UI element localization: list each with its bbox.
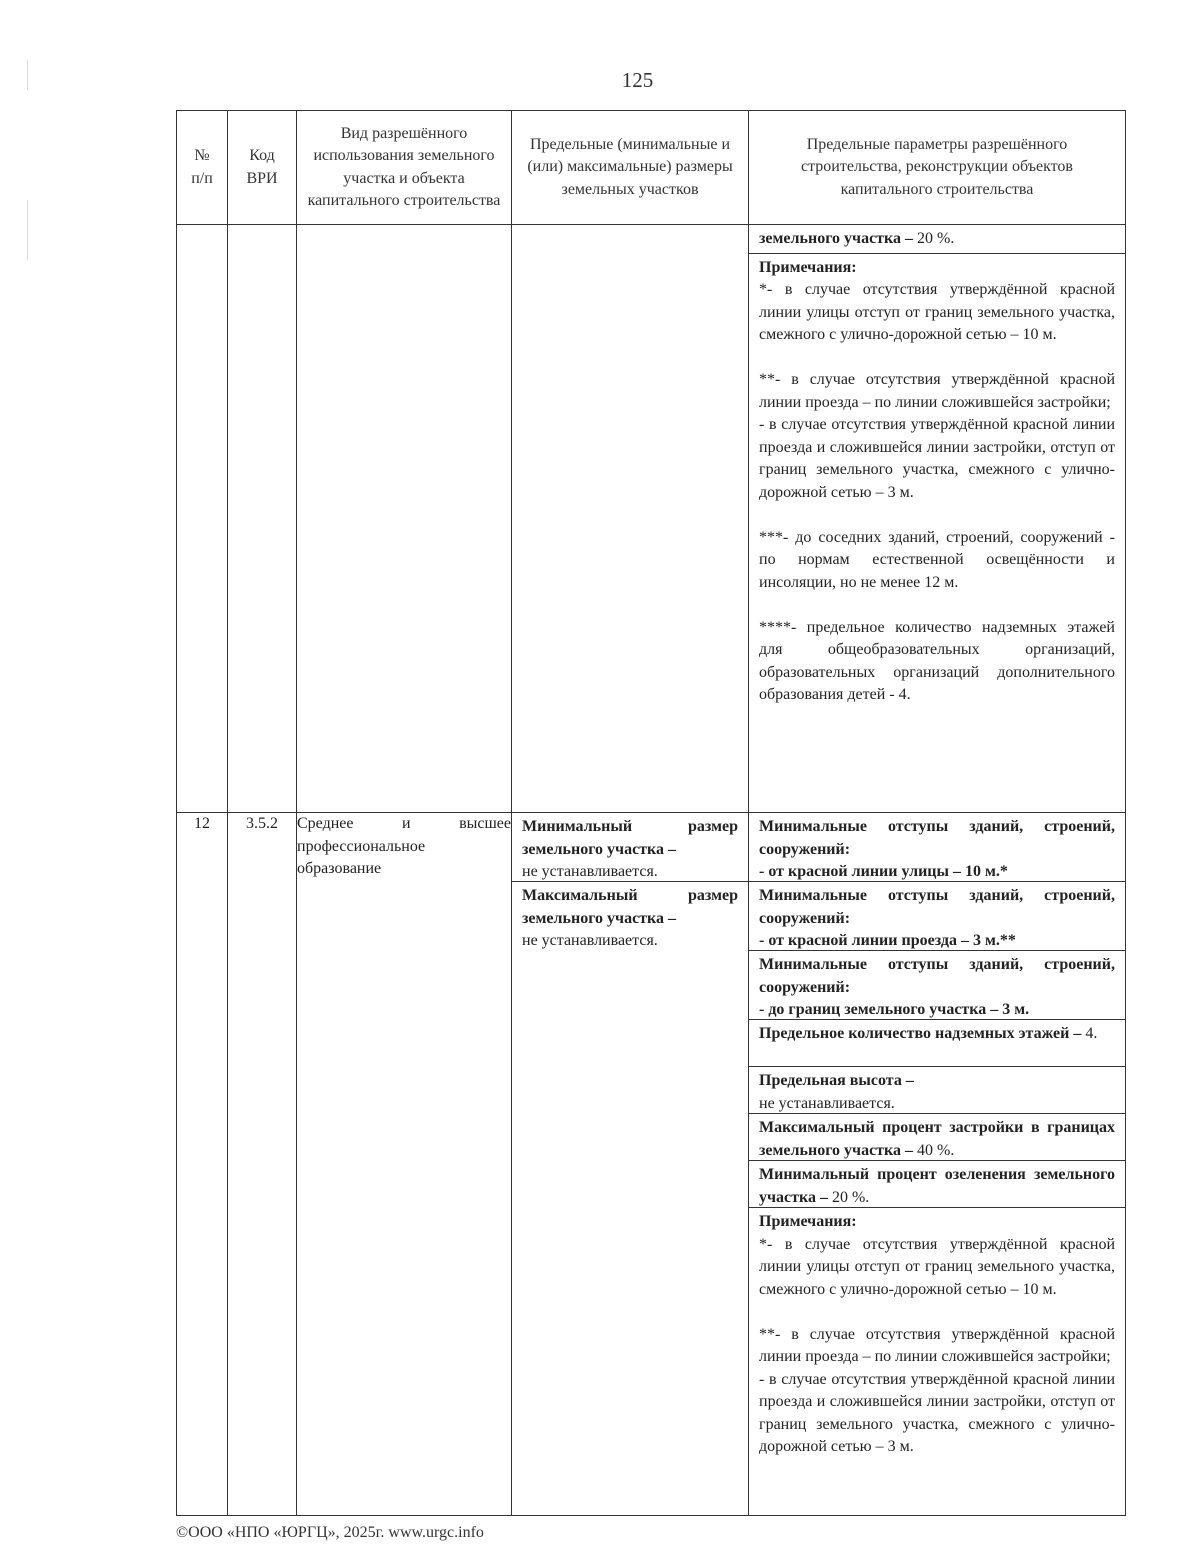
table-header-row bbox=[177, 111, 1126, 225]
scan-margin-mark bbox=[27, 200, 28, 260]
cell-empty bbox=[228, 225, 297, 813]
table-row-continued bbox=[177, 225, 1126, 813]
regulations-table bbox=[176, 110, 1126, 1516]
cell-plot-sizes bbox=[512, 813, 749, 1516]
row-code: 3.5.2 bbox=[228, 813, 297, 1516]
param-greening-tail: земельного участка – 20 %. bbox=[759, 230, 955, 247]
cell-empty bbox=[297, 225, 512, 813]
param-floors: Предельное количество надземных этажей – 4. bbox=[749, 1019, 1125, 1066]
header-code: Код ВРИ bbox=[228, 111, 297, 225]
row-use-type: Среднее и высшее профессиональное образование bbox=[297, 813, 512, 1516]
param-setback-street: Минимальные отступы зданий, строений, сооружений: - от красной линии улицы – 10 м.* bbox=[759, 818, 1115, 880]
header-number: № п/п bbox=[177, 111, 228, 225]
cell-empty bbox=[177, 225, 228, 813]
header-build-params: Предельные параметры разрешённого строительства, реконструкции объектов капитального строительства bbox=[749, 111, 1126, 225]
param-setback-passage: Минимальные отступы зданий, строений, сооружений: - от красной линии проезда – 3 м.** bbox=[749, 881, 1125, 950]
notes-block: Примечания: *- в случае отсутствия утверждённой красной линии улицы отступ от границ земельного участка, смежного с улично-дорожной сетью – 10 м. **- в случае отсутствия утверждённой красной линии проезда – по линии сложившейся застройки; - в случае отсутствия утверждённой красной линии проезда и сложившейся линии застройки, отступ от границ земельного участка, смежного с улично-дорожной сетью – 3 м. ***- до соседних зданий, строений, сооружений - по нормам естественной освещённости и инсоляции, но не менее 12 м. ****- предельное количество надземных этажей для общеобразовательных организаций, образовательных организаций дополнительного образования детей - 4. bbox=[749, 253, 1125, 709]
size-min: Минимальный размер земельного участка – не устанавливается. bbox=[522, 818, 738, 880]
param-setback-boundary: Минимальные отступы зданий, строений, сооружений: - до границ земельного участка – 3 м. bbox=[749, 950, 1125, 1019]
param-height: Предельная высота – не устанавливается. bbox=[749, 1066, 1125, 1113]
page-footer: ©ООО «НПО «ЮРГЦ», 2025г. www.urgc.info bbox=[176, 1524, 484, 1541]
param-greening-percent: Минимальный процент озеленения земельного участка – 20 %. bbox=[749, 1160, 1125, 1207]
cell-empty bbox=[512, 225, 749, 813]
cell-build-params bbox=[749, 813, 1126, 1516]
cell-params-continued bbox=[749, 225, 1126, 813]
page-number: 125 bbox=[621, 68, 654, 92]
header-use-type: Вид разрешённого использования земельного участка и объекта капитального строительства bbox=[297, 111, 512, 225]
notes-block: Примечания: *- в случае отсутствия утверждённой красной линии улицы отступ от границ земельного участка, смежного с улично-дорожной сетью – 10 м. **- в случае отсутствия утверждённой красной линии проезда – по линии сложившейся застройки; - в случае отсутствия утверждённой красной линии проезда и сложившейся линии застройки, отступ от границ земельного участка, смежного с улично-дорожной сетью – 3 м. bbox=[749, 1207, 1125, 1461]
row-number: 12 bbox=[177, 813, 228, 1516]
size-max: Максимальный размер земельного участка – не устанавливается. bbox=[512, 881, 748, 955]
table-row-12 bbox=[177, 813, 1126, 1516]
header-plot-sizes: Предельные (минимальные и (или) максимальные) размеры земельных участков bbox=[512, 111, 749, 225]
param-build-percent: Максимальный процент застройки в границах земельного участка – 40 %. bbox=[749, 1113, 1125, 1160]
